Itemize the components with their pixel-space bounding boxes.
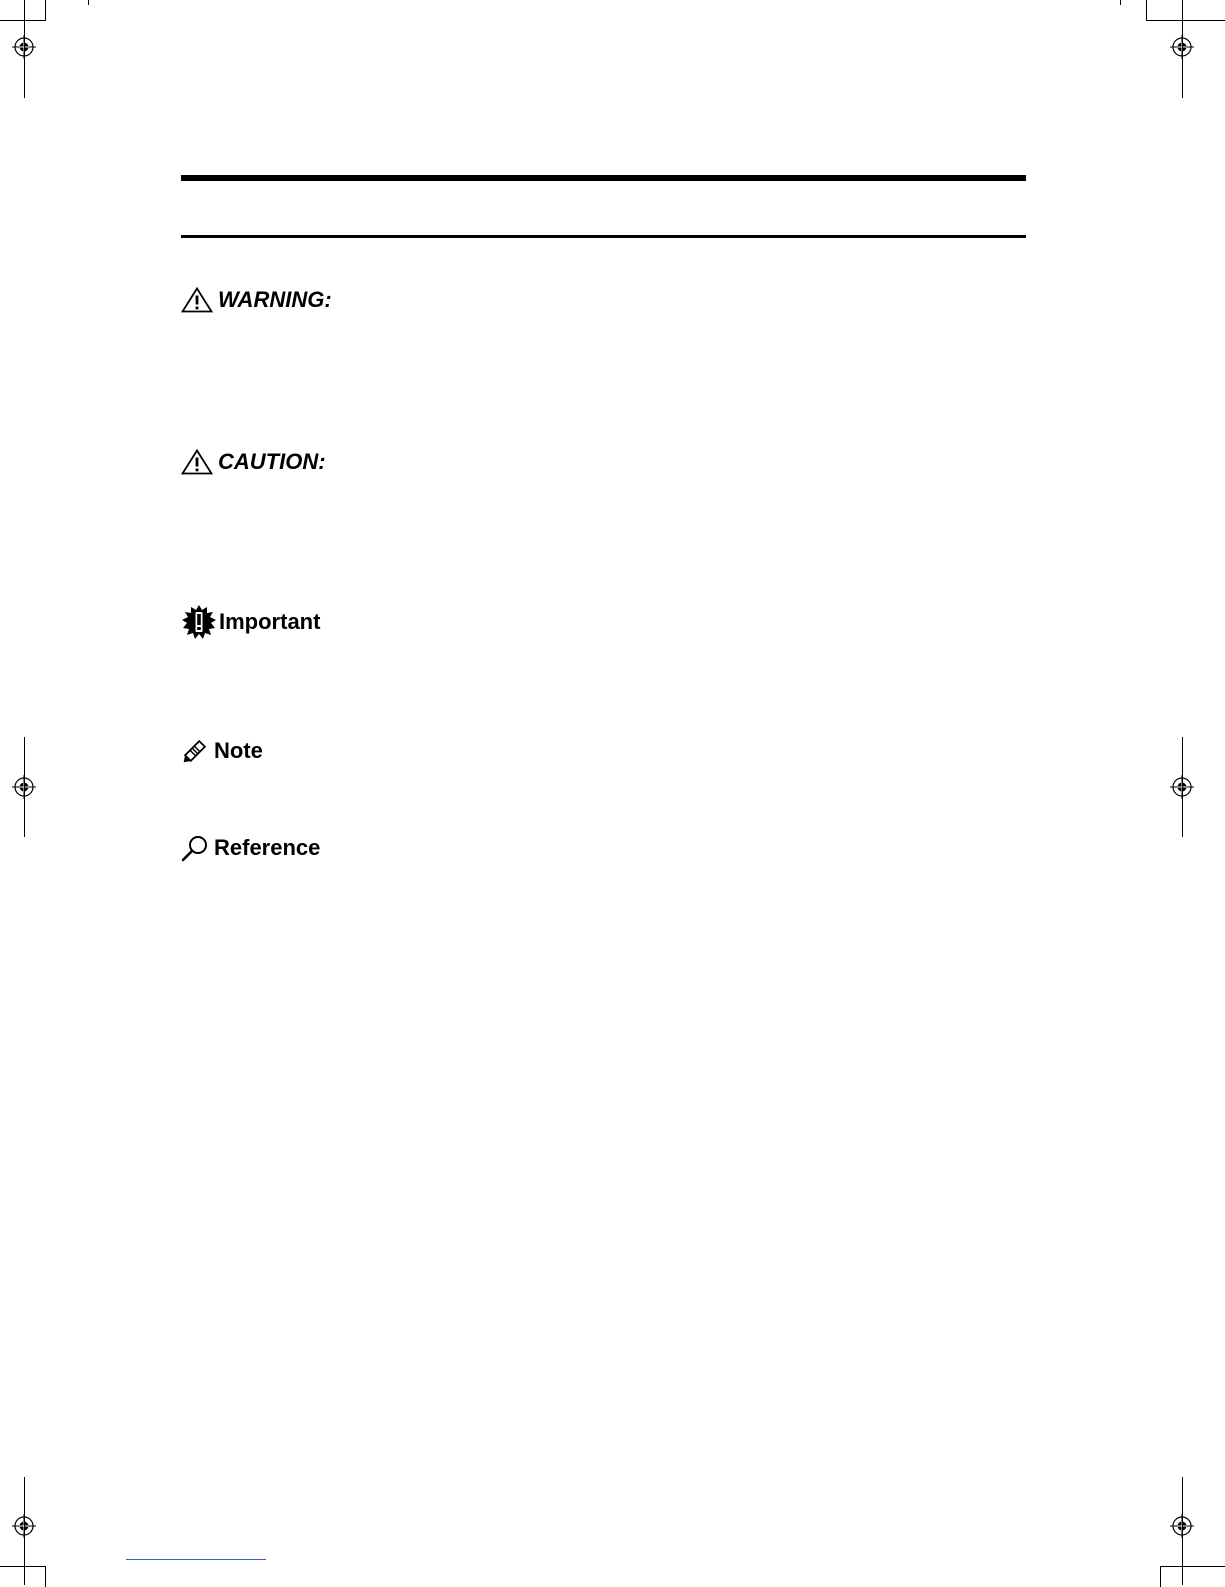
warning-triangle-icon [181, 449, 213, 475]
important-label: Important [219, 609, 321, 634]
crop-tick [88, 0, 89, 5]
corner-frame-bottom-left [0, 1566, 46, 1587]
note-label: Note [214, 738, 263, 763]
warning-triangle-icon [181, 287, 213, 313]
crop-tick [1120, 0, 1121, 5]
corner-frame-top-right [1146, 0, 1225, 21]
magnifier-icon [181, 834, 209, 862]
reference-heading [181, 834, 320, 862]
corner-frame-top-left [0, 0, 46, 21]
header-rule-thin [181, 235, 1026, 238]
header-rule-thick [181, 175, 1026, 181]
warning-heading [181, 287, 332, 313]
caution-label: CAUTION: [218, 449, 326, 474]
important-heading [181, 605, 320, 639]
warning-label: WARNING: [218, 287, 332, 312]
crop-line [1182, 737, 1183, 837]
important-burst-icon [181, 605, 217, 639]
crop-line [24, 737, 25, 837]
caution-heading [181, 449, 326, 475]
note-heading [181, 738, 263, 764]
corner-frame-bottom-right [1160, 1566, 1225, 1587]
pencil-icon [181, 738, 209, 764]
reference-label: Reference [214, 835, 321, 860]
footer-link-underline [126, 1559, 266, 1560]
